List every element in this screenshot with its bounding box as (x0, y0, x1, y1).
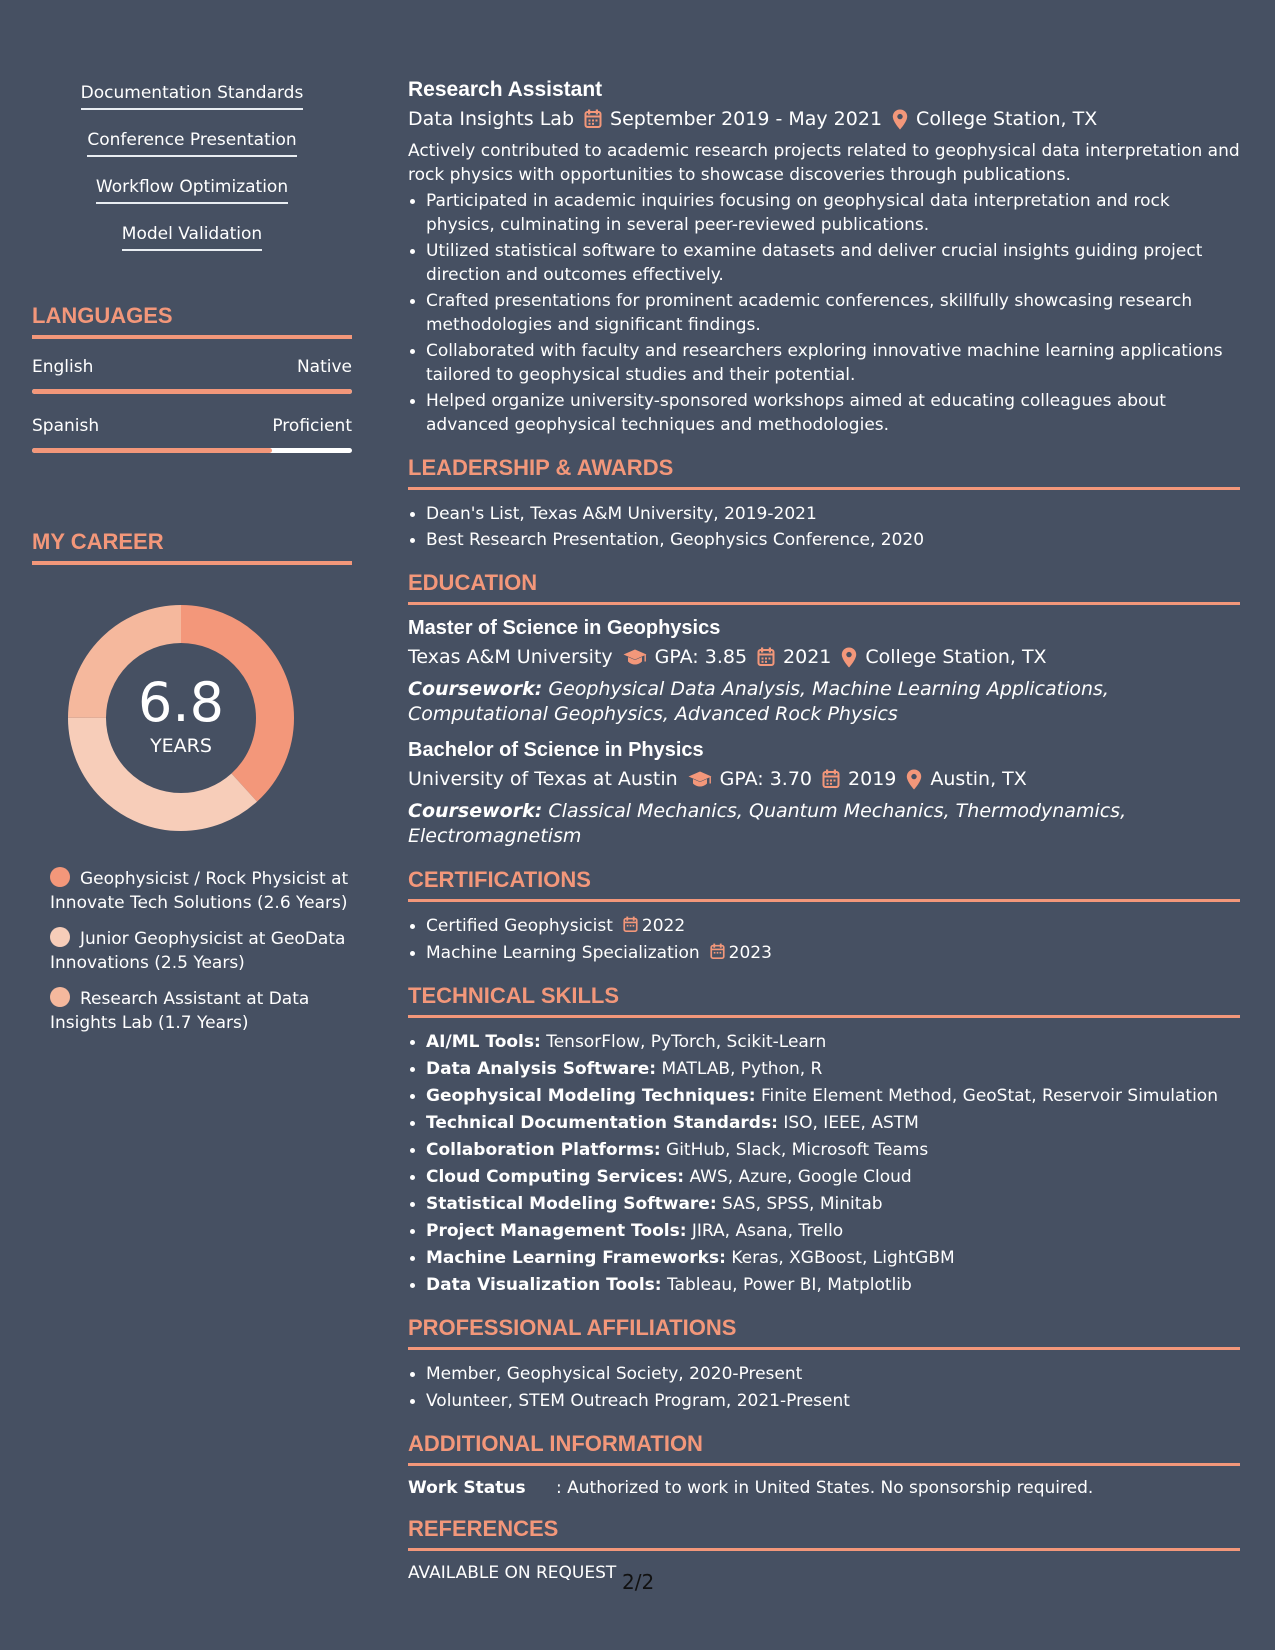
calendar-icon (710, 943, 725, 960)
experience-entry (408, 78, 1240, 437)
affiliations-heading: PROFESSIONAL AFFILIATIONS (408, 1315, 1240, 1350)
skill-value: ISO, IEEE, ASTM (783, 1113, 919, 1133)
gpa: GPA: 3.85 (654, 646, 748, 668)
skill-label: Technical Documentation Standards: (426, 1113, 778, 1133)
career-donut (66, 603, 296, 833)
skill-label: Cloud Computing Services: (426, 1167, 685, 1187)
cert-year: 2023 (728, 943, 772, 963)
list-item (408, 1138, 1240, 1162)
skill-value: Finite Element Method, GeoStat, Reservoir Simulation (761, 1086, 1218, 1106)
list-item: Volunteer, STEM Outreach Program, 2021-Present (408, 1389, 1240, 1413)
language-english (32, 357, 352, 394)
languages-heading: LANGUAGES (32, 303, 352, 339)
references-heading: REFERENCES (408, 1516, 1240, 1551)
calendar-icon (757, 647, 775, 667)
list-item (408, 1111, 1240, 1135)
list-item: Dean's List, Texas A&M University, 2019-2021 (408, 502, 1240, 526)
legend-dot (50, 927, 70, 947)
calendar-icon (822, 769, 840, 789)
skill-value: Tableau, Power BI, Matplotlib (667, 1275, 912, 1295)
calendar-icon (584, 109, 602, 129)
coursework (408, 799, 1240, 849)
coursework-label: Coursework: (408, 678, 543, 700)
list-item (408, 1030, 1240, 1054)
graduation-cap-icon (688, 771, 712, 787)
skill-label: AI/ML Tools: (426, 1032, 541, 1052)
list-item (408, 1192, 1240, 1216)
skill-tag: Conference Presentation (87, 129, 296, 157)
legend-dot (50, 987, 70, 1007)
leadership-list (408, 502, 1240, 552)
language-bar-fill (32, 389, 352, 394)
skill-label: Data Visualization Tools: (426, 1275, 662, 1295)
skill-tag: Workflow Optimization (96, 176, 288, 204)
career-total: 6.8 (138, 671, 224, 734)
coursework-label: Coursework: (408, 800, 543, 822)
list-item (408, 1165, 1240, 1189)
sidebar (32, 82, 352, 1047)
skill-tags (32, 82, 352, 270)
graduation-cap-icon (623, 649, 647, 665)
cert-name: Machine Learning Specialization (426, 943, 700, 963)
work-status (408, 1478, 1240, 1498)
language-bar-fill (32, 448, 272, 453)
career-item (32, 927, 352, 975)
school-location: Austin, TX (930, 768, 1027, 790)
cert-name: Certified Geophysicist (426, 916, 613, 936)
list-item: Participated in academic inquiries focusing on geophysical data interpretation and rock physics, culminating in several peer-reviewed publications. (408, 189, 1240, 237)
list-item (408, 1246, 1240, 1270)
skill-value: SAS, SPSS, Minitab (722, 1194, 883, 1214)
calendar-icon (623, 916, 638, 933)
work-status-value: : Authorized to work in United States. No sponsorship required. (556, 1478, 1094, 1498)
skill-value: TensorFlow, PyTorch, Scikit-Learn (546, 1032, 827, 1052)
language-name: Spanish (32, 416, 100, 436)
job-meta (408, 108, 1240, 130)
career-unit: YEARS (150, 735, 212, 757)
language-level: Native (296, 357, 352, 377)
career-item (32, 987, 352, 1035)
skill-label: Statistical Modeling Software: (426, 1194, 717, 1214)
affiliations-list (408, 1362, 1240, 1413)
references-text: AVAILABLE ON REQUEST (408, 1563, 617, 1583)
language-level: Proficient (272, 416, 352, 436)
skill-value: JIRA, Asana, Trello (691, 1221, 844, 1241)
degree-title: Bachelor of Science in Physics (408, 739, 704, 761)
certifications-list (408, 914, 1240, 965)
language-spanish (32, 416, 352, 453)
skill-label: Geophysical Modeling Techniques: (426, 1086, 756, 1106)
graduation-year: 2019 (848, 768, 897, 790)
location-pin-icon (841, 647, 857, 668)
skill-tag: Model Validation (122, 223, 262, 251)
list-item (408, 914, 1240, 938)
gpa: GPA: 3.70 (719, 768, 813, 790)
location-pin-icon (906, 769, 922, 790)
job-dates: September 2019 - May 2021 (610, 108, 883, 130)
list-item: Utilized statistical software to examine datasets and deliver crucial insights guiding project direction and outcomes effectively. (408, 239, 1240, 287)
degree-meta (408, 768, 1240, 790)
skill-value: Keras, XGBoost, LightGBM (731, 1248, 955, 1268)
additional-heading: ADDITIONAL INFORMATION (408, 1431, 1240, 1466)
skill-label: Collaboration Platforms: (426, 1140, 661, 1160)
list-item (408, 941, 1240, 965)
language-name: English (32, 357, 94, 377)
education-entry (408, 739, 1240, 849)
career-legend (32, 867, 352, 1035)
list-item (408, 1057, 1240, 1081)
company-name: Data Insights Lab (408, 108, 575, 130)
career-item-text: Junior Geophysicist at GeoData Innovations (2.5 Years) (50, 929, 346, 973)
coursework-text: Classical Mechanics, Quantum Mechanics, Thermodynamics, Electromagnetism (408, 800, 1127, 847)
career-heading: MY CAREER (32, 529, 352, 565)
graduation-year: 2021 (783, 646, 832, 668)
skills-heading: TECHNICAL SKILLS (408, 983, 1240, 1018)
job-title: Research Assistant (408, 78, 603, 101)
education-entry (408, 617, 1240, 727)
skill-label: Project Management Tools: (426, 1221, 687, 1241)
skill-tag: Documentation Standards (81, 82, 304, 110)
work-status-label: Work Status (408, 1478, 526, 1498)
main-column (408, 78, 1240, 1583)
list-item: Crafted presentations for prominent academic conferences, skillfully showcasing research methodologies and significant findings. (408, 289, 1240, 337)
job-summary: Actively contributed to academic research projects related to geophysical data interpretation and rock physics with opportunities to showcase discoveries through publications. (408, 141, 1240, 185)
list-item: Helped organize university-sponsored workshops aimed at educating colleagues about advanced geophysical techniques and methodologies. (408, 389, 1240, 437)
career-item (32, 867, 352, 915)
skill-value: MATLAB, Python, R (661, 1059, 823, 1079)
career-item-text: Geophysicist / Rock Physicist at Innovate Tech Solutions (2.6 Years) (50, 869, 349, 913)
list-item: Collaborated with faculty and researchers exploring innovative machine learning applications tailored to geophysical studies and their potential. (408, 339, 1240, 387)
legend-dot (50, 867, 70, 887)
skill-value: AWS, Azure, Google Cloud (689, 1167, 912, 1187)
list-item (408, 1084, 1240, 1108)
skill-value: GitHub, Slack, Microsoft Teams (666, 1140, 929, 1160)
language-bar (32, 448, 352, 453)
school-name: University of Texas at Austin (408, 768, 678, 790)
school-name: Texas A&M University (408, 646, 613, 668)
cert-year: 2022 (641, 916, 686, 936)
list-item: Best Research Presentation, Geophysics Conference, 2020 (408, 528, 1240, 552)
list-item (408, 1273, 1240, 1297)
list-item: Member, Geophysical Society, 2020-Present (408, 1362, 1240, 1386)
location-pin-icon (892, 109, 908, 130)
job-location: College Station, TX (916, 108, 1098, 130)
career-item-text: Research Assistant at Data Insights Lab (1.7 Years) (50, 989, 310, 1033)
leadership-heading: LEADERSHIP & AWARDS (408, 455, 1240, 490)
language-bar (32, 389, 352, 394)
coursework (408, 677, 1240, 727)
job-bullets (408, 189, 1240, 437)
coursework-text: Geophysical Data Analysis, Machine Learning Applications, Computational Geophysics, Advanced Rock Physics (408, 678, 1109, 725)
list-item (408, 1219, 1240, 1243)
degree-meta (408, 646, 1240, 668)
page-indicator: 2/2 (622, 1570, 655, 1594)
skills-list (408, 1030, 1240, 1297)
skill-label: Data Analysis Software: (426, 1059, 657, 1079)
education-heading: EDUCATION (408, 570, 1240, 605)
school-location: College Station, TX (865, 646, 1047, 668)
degree-title: Master of Science in Geophysics (408, 617, 721, 639)
skill-label: Machine Learning Frameworks: (426, 1248, 726, 1268)
certifications-heading: CERTIFICATIONS (408, 867, 1240, 902)
